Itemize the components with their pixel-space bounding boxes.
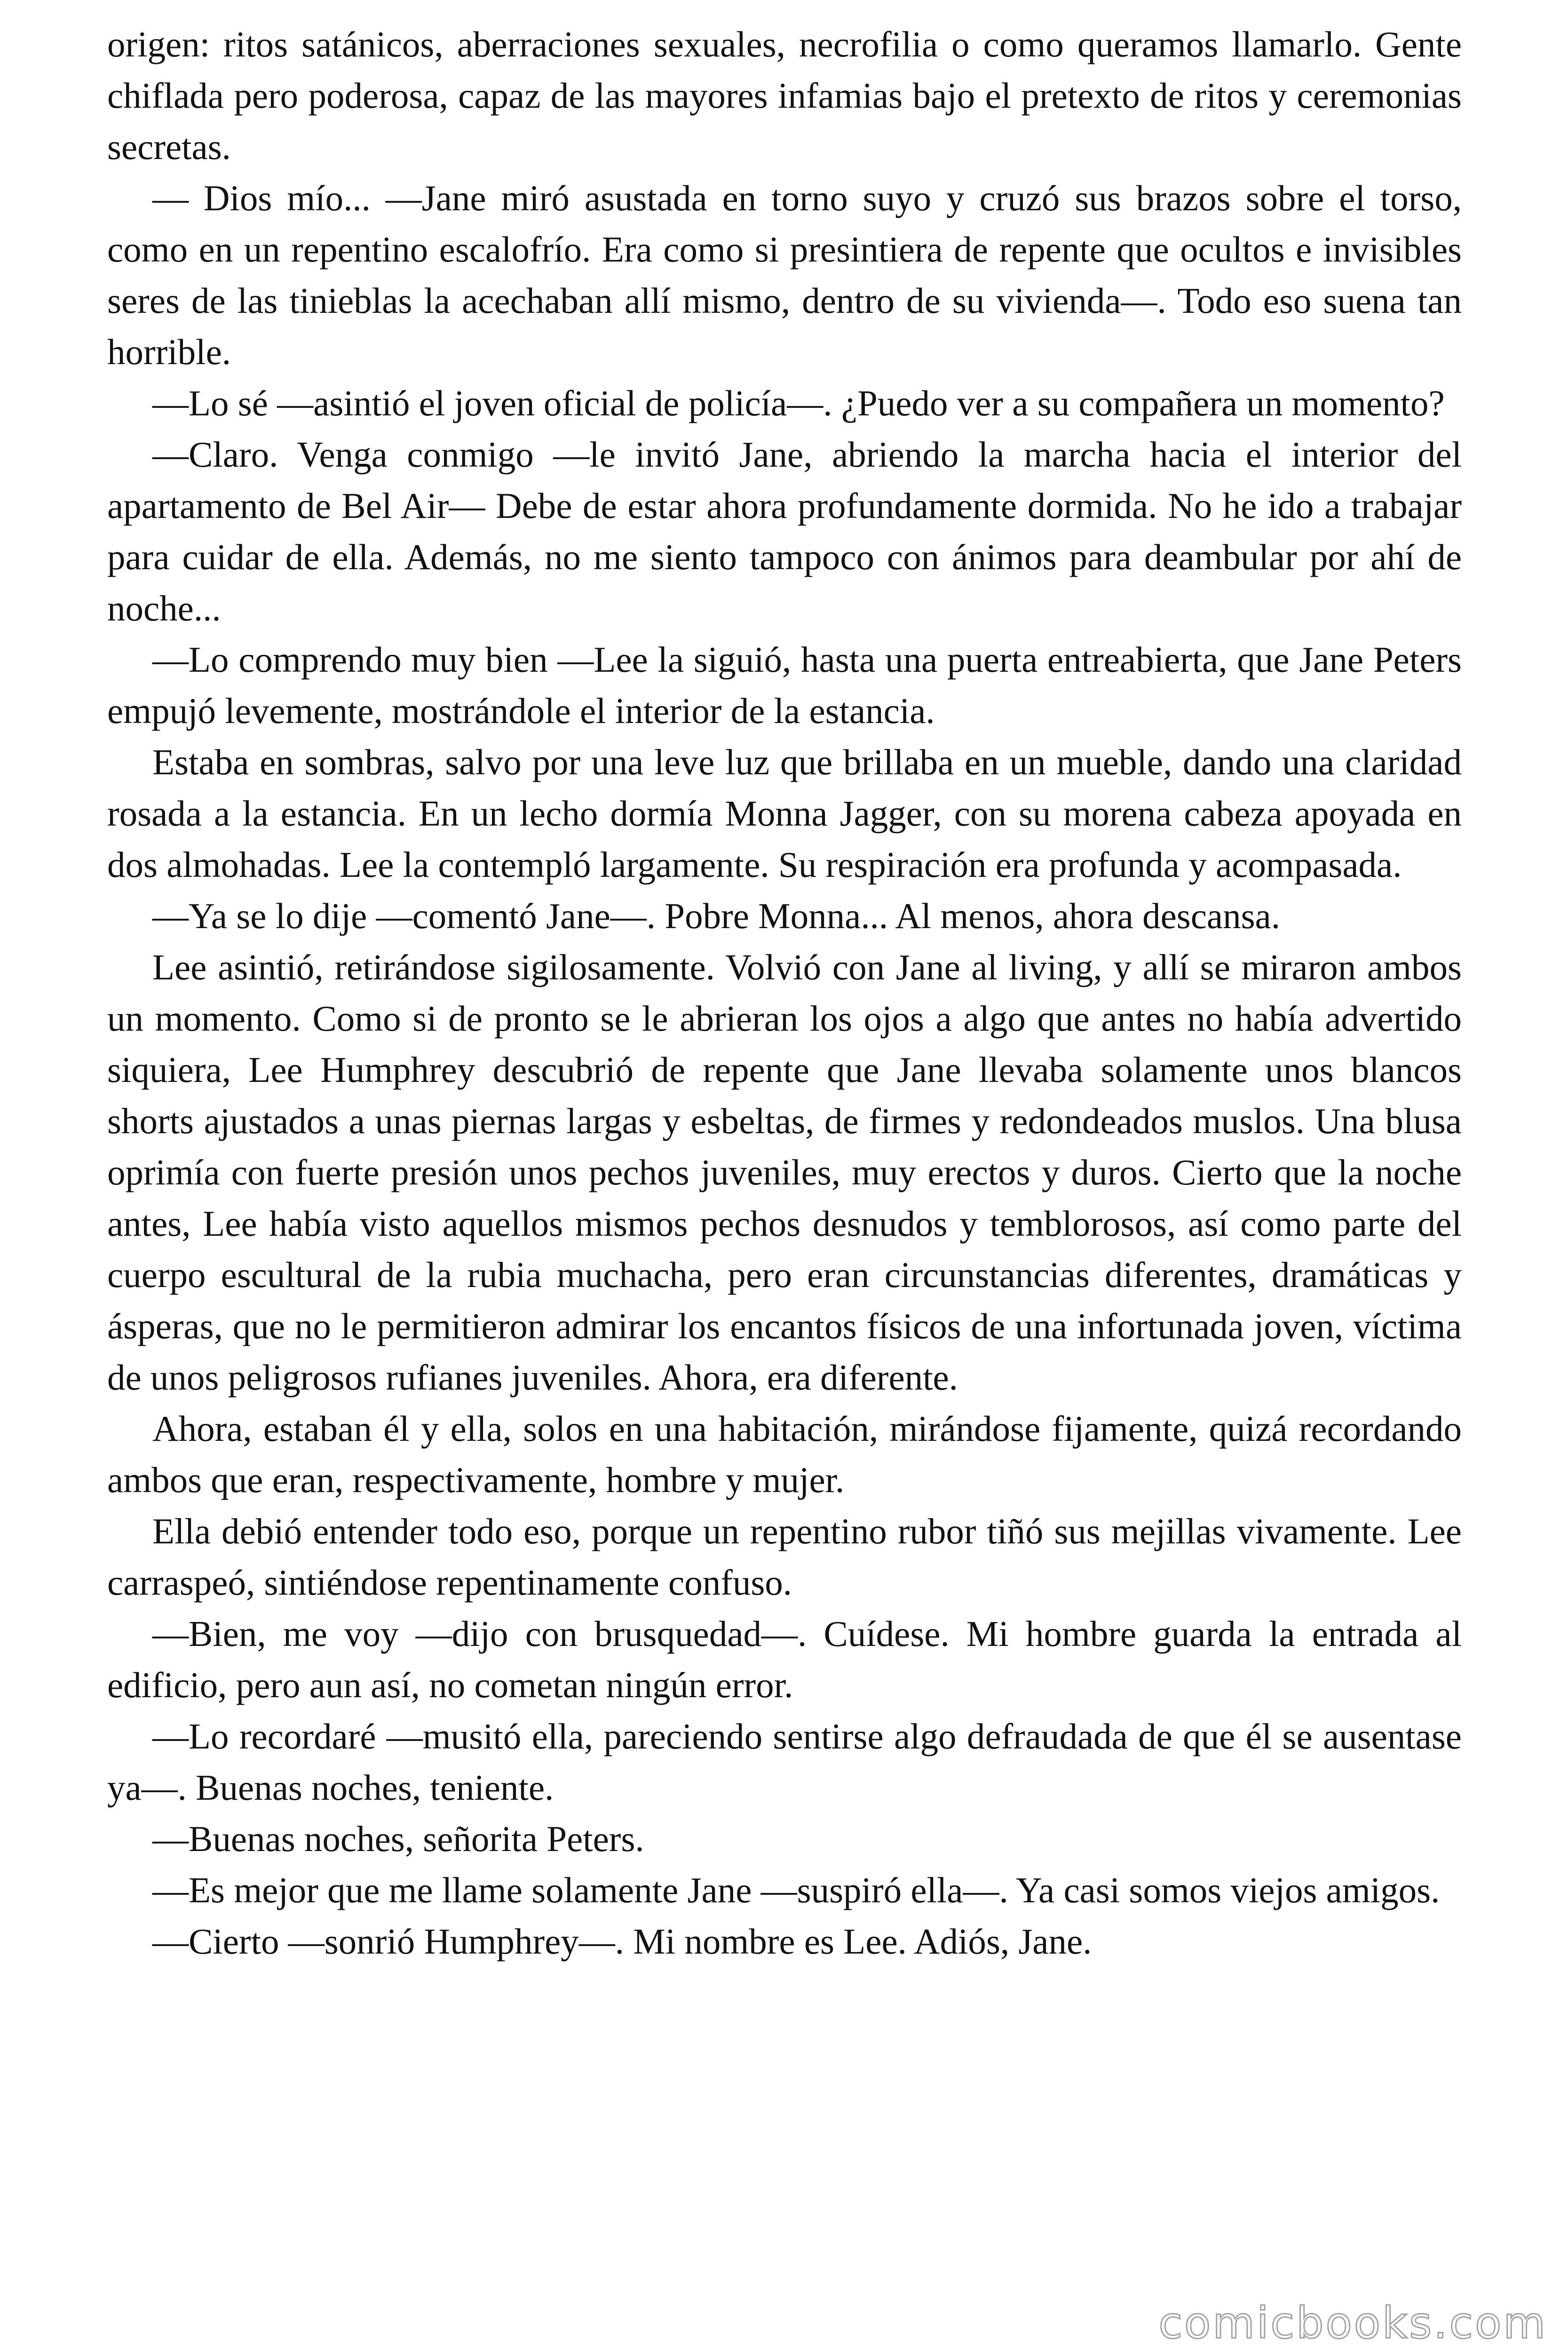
paragraph-2: — Dios mío... —Jane miró asustada en torno suyo y cruzó sus brazos sobre el torso, como en un repentino escalofrío. Era como si presintiera de repente que ocultos e invisibles seres de las tinieblas la acechaban allí mismo, dentro de su vivienda—. Todo eso suena tan horrible.	[107, 178, 1462, 372]
paragraph-14: —Es mejor que me llame solamente Jane —suspiró ella—. Ya casi somos viejos amigos.	[152, 1870, 1440, 1910]
paragraph-5: —Lo comprendo muy bien —Lee la siguió, hasta una puerta entreabierta, que Jane Peters empujó levemente, mostrándole el interior de la estancia.	[107, 639, 1462, 731]
paragraph-12: —Lo recordaré —musitó ella, pareciendo sentirse algo defraudada de que él se ausentase ya—. Buenas noches, teniente.	[107, 1716, 1462, 1808]
paragraph-9: Ahora, estaban él y ella, solos en una habitación, mirándose fijamente, quizá recordando ambos que eran, respectivamente, hombre y mujer.	[107, 1408, 1462, 1500]
paragraph-6: Estaba en sombras, salvo por una leve luz que brillaba en un mueble, dando una claridad rosada a la estancia. En un lecho dormía Monna Jagger, con su morena cabeza apoyada en dos almohadas. Lee la contempló largamente. Su respiración era profunda y acompasada.	[107, 742, 1462, 885]
paragraph-4: —Claro. Venga conmigo —le invitó Jane, abriendo la marcha hacia el interior del apartamento de Bel Air— Debe de estar ahora profundamente dormida. No he ido a trabajar para cuidar de ella. Además, no me siento tampoco con ánimos para deambular por ahí de noche...	[107, 434, 1462, 628]
watermark: comicbooks.com	[1158, 2298, 1547, 2348]
book-page	[107, 19, 1462, 2324]
paragraph-7: —Ya se lo dije —comentó Jane—. Pobre Monna... Al menos, ahora descansa.	[152, 896, 1280, 936]
paragraph-8: Lee asintió, retirándose sigilosamente. Volvió con Jane al living, y allí se miraron ambos un momento. Como si de pronto se le abrieran los ojos a algo que antes no había advertido siquiera, Lee Humphrey descubrió de repente que Jane llevaba solamente unos blancos shorts ajustados a unas piernas largas y esbeltas, de firmes y redondeados muslos. Una blusa oprimía con fuerte presión unos pechos juveniles, muy erectos y duros. Cierto que la noche antes, Lee había visto aquellos mismos pechos desnudos y temblorosos, así como parte del cuerpo escultural de la rubia muchacha, pero eran circunstancias diferentes, dramáticas y ásperas, que no le permitieron admirar los encantos físicos de una infortunada joven, víctima de unos peligrosos rufianes juveniles. Ahora, era diferente.	[107, 947, 1462, 1398]
paragraph-10: Ella debió entender todo eso, porque un repentino rubor tiñó sus mejillas vivamente. Lee carraspeó, sintiéndose repentinamente confuso.	[107, 1511, 1462, 1603]
paragraph-1: origen: ritos satánicos, aberraciones sexuales, necrofilia o como queramos llamarlo. Gente chiflada pero poderosa, capaz de las mayores infamias bajo el pretexto de ritos y ceremonias secretas.	[107, 24, 1462, 167]
paragraph-11: —Bien, me voy —dijo con brusquedad—. Cuídese. Mi hombre guarda la entrada al edificio, pero aun así, no cometan ningún error.	[107, 1613, 1462, 1705]
paragraph-13: —Buenas noches, señorita Peters.	[152, 1819, 644, 1859]
paragraph-3: —Lo sé —asintió el joven oficial de policía—. ¿Puedo ver a su compañera un momento?	[152, 383, 1445, 423]
paragraph-15: —Cierto —sonrió Humphrey—. Mi nombre es Lee. Adiós, Jane.	[152, 1921, 1092, 1962]
